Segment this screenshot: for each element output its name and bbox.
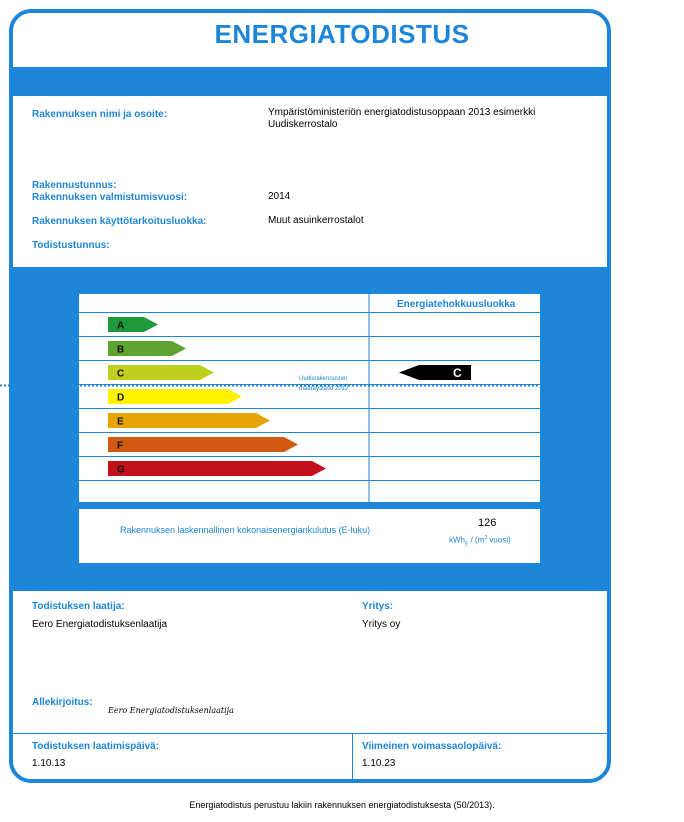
class-arrow-d xyxy=(108,389,242,404)
energy-class-column-header: Energiatehokkuusluokka xyxy=(397,299,516,310)
current-class-letter: C xyxy=(453,366,462,380)
class-arrow-a xyxy=(108,317,158,332)
dates-divider-top xyxy=(13,733,607,734)
reference-label-line1: Uudisrakennusten xyxy=(299,376,348,382)
e-value-number: 126 xyxy=(478,517,497,529)
top-band xyxy=(13,67,607,96)
usage-class-value: Muut asuinkerrostalot xyxy=(268,215,364,226)
completion-year-label: Rakennuksen valmistumisvuosi: xyxy=(32,192,188,203)
issued-date-value: 1.10.13 xyxy=(32,758,66,769)
footer-note: Energiatodistus perustuu lakiin rakennuksen energiatodistuksesta (50/2013). xyxy=(189,800,495,810)
reference-label-line2: määräystaso 2012 xyxy=(299,386,349,392)
preparer-label: Todistuksen laatija: xyxy=(32,601,125,612)
e-value-label: Rakennuksen laskennallinen kokonaisenergiankulutus (E-luku) xyxy=(120,525,371,535)
class-letter-c: C xyxy=(117,368,125,380)
unit-kwh: kWh xyxy=(449,535,465,545)
unit-mid: / (m xyxy=(468,535,485,545)
certificate-id-label: Todistustunnus: xyxy=(32,240,110,251)
energy-class-chart xyxy=(79,294,540,502)
class-arrow-e xyxy=(108,413,270,428)
class-letter-d: D xyxy=(117,392,125,404)
unit-sub: E xyxy=(465,541,469,548)
expiry-date-value: 1.10.23 xyxy=(362,758,396,769)
unit-post: vuosi) xyxy=(487,535,511,545)
class-arrow-f xyxy=(108,437,298,452)
signature: Eero Energiatodistuksenlaatija xyxy=(108,706,234,715)
building-name-line2: Uudiskerrostalo xyxy=(268,119,338,130)
completion-year-value: 2014 xyxy=(268,191,291,202)
class-letter-f: F xyxy=(117,440,124,452)
class-letter-a: A xyxy=(117,320,125,332)
building-id-label: Rakennustunnus: xyxy=(32,180,117,191)
dates-divider-mid xyxy=(352,733,353,779)
company-value: Yritys oy xyxy=(362,619,401,630)
usage-class-label: Rakennuksen käyttötarkoitusluokka: xyxy=(32,216,207,227)
e-value-box xyxy=(79,509,540,563)
issued-date-label: Todistuksen laatimispäivä: xyxy=(32,741,160,752)
class-letter-g: G xyxy=(117,464,125,476)
unit-sup: 2 xyxy=(484,535,488,541)
energy-class-svg xyxy=(79,294,540,502)
class-arrow-g xyxy=(108,461,326,476)
building-name-label: Rakennuksen nimi ja osoite: xyxy=(32,109,168,120)
preparer-value: Eero Energiatodistuksenlaatija xyxy=(32,619,168,630)
page-title: ENERGIATODISTUS xyxy=(214,19,470,49)
expiry-date-label: Viimeinen voimassaolopäivä: xyxy=(362,741,502,752)
signature-label: Allekirjoitus: xyxy=(32,697,93,708)
class-letter-b: B xyxy=(117,344,125,356)
e-value-unit xyxy=(449,535,511,547)
company-label: Yritys: xyxy=(362,601,394,612)
class-letter-e: E xyxy=(117,416,124,428)
building-name-line1: Ympäristöministeriön energiatodistusoppaan 2013 esimerkki xyxy=(268,107,536,118)
